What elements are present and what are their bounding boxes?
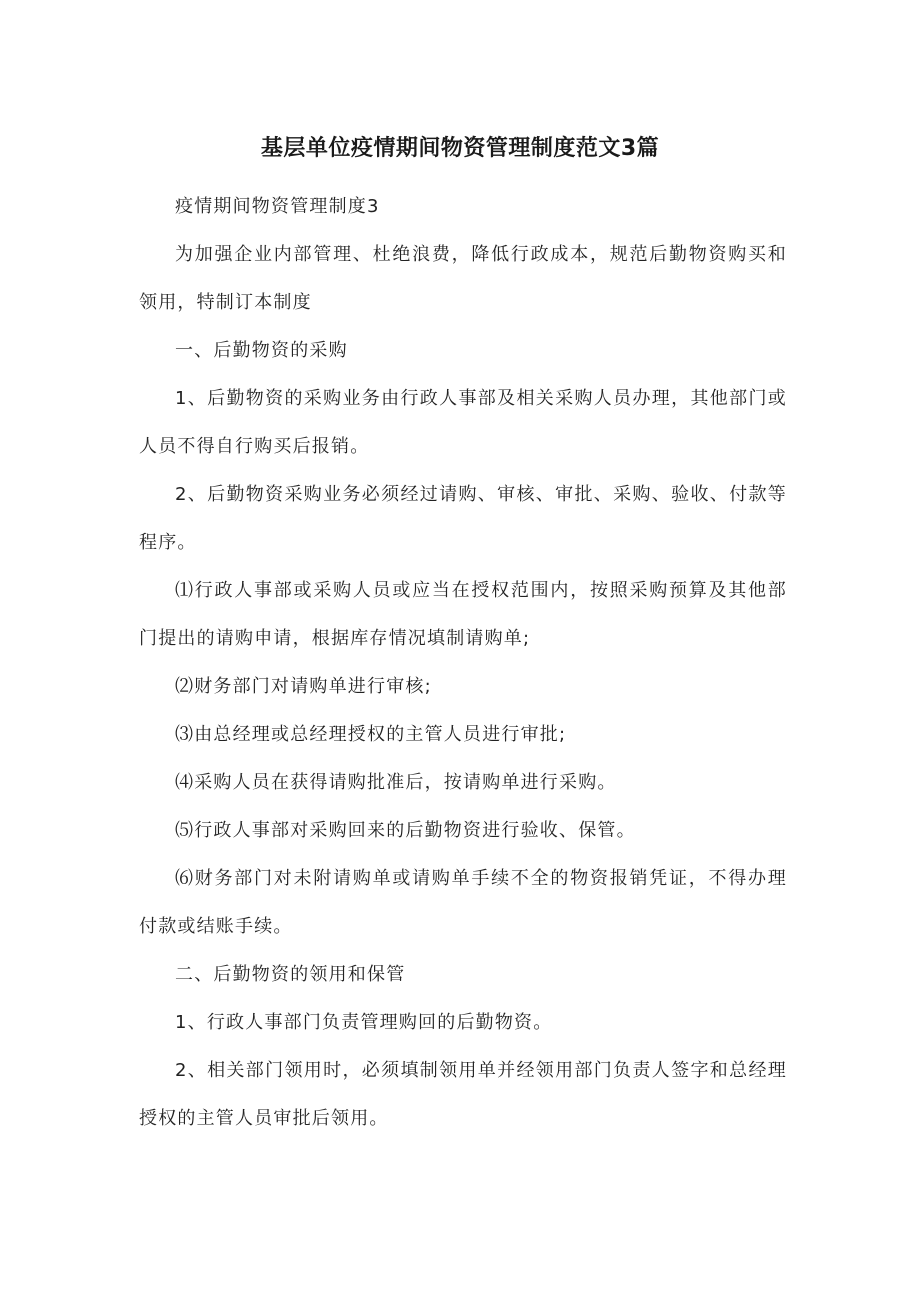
paragraph: 2、后勤物资采购业务必须经过请购、审核、审批、采购、验收、付款等程序。 [139, 484, 787, 553]
list-item: ⑸行政人事部对采购回来的后勤物资进行验收、保管。 [175, 820, 636, 841]
paragraph: 1、后勤物资的采购业务由行政人事部及相关采购人员办理，其他部门或人员不得自行购买后报销。 [139, 388, 787, 457]
list-item: ⑴行政人事部或采购人员或应当在授权范围内，按照采购预算及其他部门提出的请购申请，根据库存情况填制请购单; [139, 580, 787, 649]
document-title: 基层单位疫情期间物资管理制度范文3篇 [260, 136, 660, 161]
list-item: ⑹财务部门对未附请购单或请购单手续不全的物资报销凭证，不得办理付款或结账手续。 [139, 868, 787, 937]
document-body [139, 183, 787, 1143]
list-item: ⑷采购人员在获得请购批准后，按请购单进行采购。 [175, 772, 617, 793]
paragraph: 1、行政人事部门负责管理购回的后勤物资。 [175, 1012, 553, 1033]
list-item: ⑵财务部门对请购单进行审核; [175, 676, 432, 697]
list-item: ⑶由总经理或总经理授权的主管人员进行审批; [175, 724, 567, 745]
paragraph: 2、相关部门领用时，必须填制领用单并经领用部门负责人签字和总经理授权的主管人员审批后领用。 [139, 1060, 787, 1129]
section-heading: 一、后勤物资的采购 [175, 340, 348, 361]
section-heading: 二、后勤物资的领用和保管 [175, 964, 406, 985]
section-heading: 疫情期间物资管理制度3 [175, 196, 380, 217]
intro-paragraph: 为加强企业内部管理、杜绝浪费，降低行政成本，规范后勤物资购买和领用，特制订本制度 [139, 244, 787, 313]
